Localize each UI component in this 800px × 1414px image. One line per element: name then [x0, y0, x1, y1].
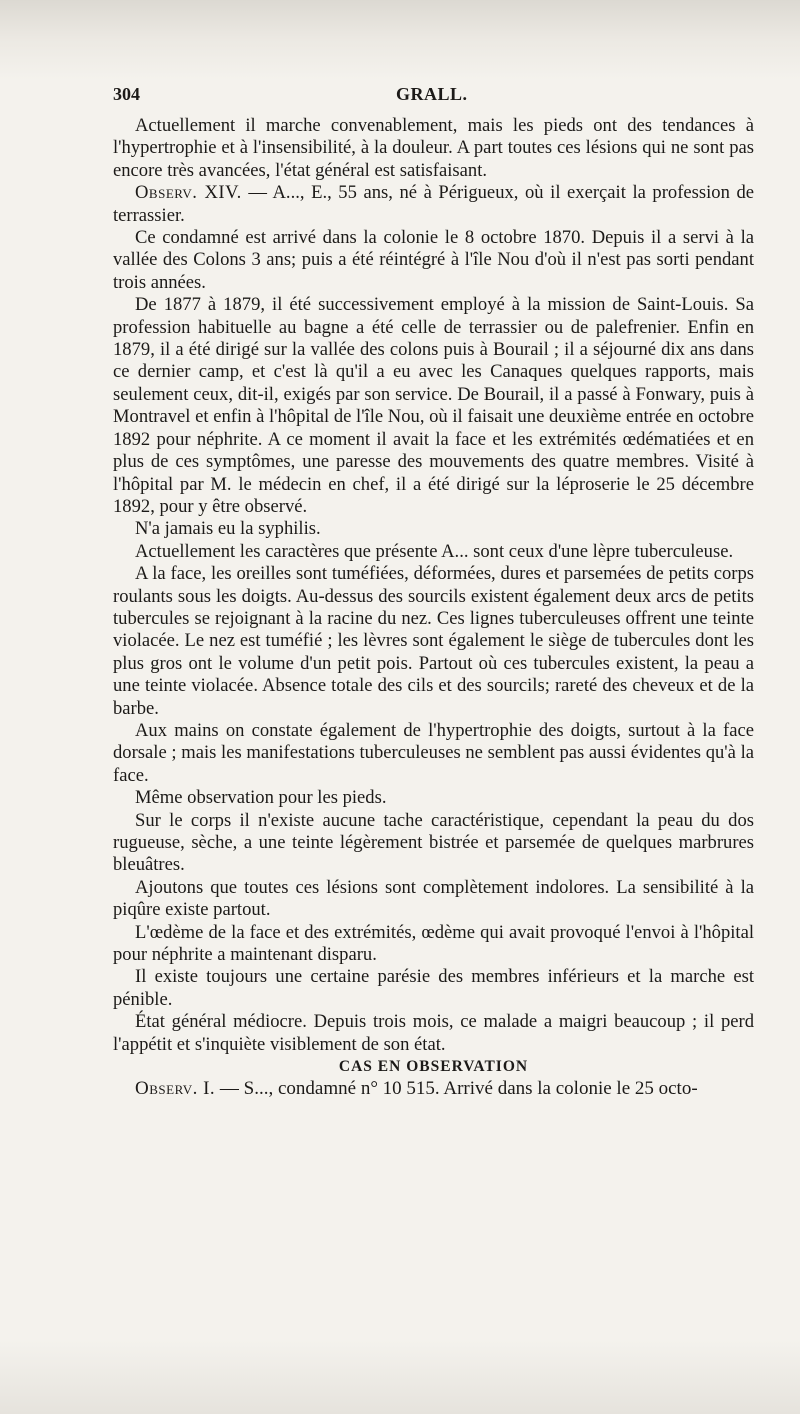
paragraph-6: A la face, les oreilles sont tuméfiées, déformées, dures et parsemées de petits corps roulants sous les doigts. Au-dessus des sourcils existent également deux arcs de petits tubercules se rejoignant à la racine du nez. Ces lignes tuberculeuses offrent une teinte violacée. Le nez est tuméfié ; les lèvres sont également le siège de tubercules dont les plus gros ont le volume d'un petit pois. Partout où ces tubercules existent, la peau a une teinte violacée. Absence totale des cils et des sourcils; rareté des cheveux et de la barbe. — [113, 563, 754, 719]
observation-i-text: — S..., condamné n° 10 515. Arrivé dans la colonie le 25 octo- — [215, 1078, 698, 1100]
paragraph-10: Ajoutons que toutes ces lésions sont complètement indolores. La sensibilité à la piqûre existe partout. — [113, 876, 754, 921]
paragraph-11: L'œdème de la face et des extrémités, œdème qui avait provoqué l'envoi à l'hôpital pour néphrite a maintenant disparu. — [113, 921, 754, 966]
paragraph-7: Aux mains on constate également de l'hypertrophie des doigts, surtout à la face dorsale ; mais les manifestations tuberculeuses ne semblent pas aussi évidentes qu'à la face. — [113, 719, 754, 786]
paragraph-4: N'a jamais eu la syphilis. — [135, 518, 321, 540]
page-header — [113, 84, 760, 110]
body-text — [113, 115, 754, 1101]
paragraph-1: Actuellement il marche convenablement, mais les pieds ont des tendances à l'hypertrophie et à l'insensibilité, à la douleur. A part toutes ces lésions qui ne sont pas encore très avancées, l'état général est satisfaisant. — [113, 115, 754, 181]
paragraph-13: État général médiocre. Depuis trois mois, ce malade a maigri beaucoup ; il perd l'appétit et s'inquiète visiblement de son état. — [113, 1011, 754, 1055]
paragraph-2: Ce condamné est arrivé dans la colonie le 8 octobre 1870. Depuis il a servi à la vallée des Colons 3 ans; puis a été réintégré à l'île Nou d'où il n'est pas sorti pendant trois années. — [113, 227, 754, 293]
observation-xiv — [113, 182, 754, 227]
page-number: 304 — [113, 84, 140, 104]
paragraph-9: Sur le corps il n'existe aucune tache caractéristique, cependant la peau du dos rugueuse, sèche, a une teinte légèrement bistrée et parsemée de quelques marbrures bleuâtres. — [113, 809, 754, 876]
observation-i-label: Observ. I. — [135, 1078, 216, 1100]
observation-xiv-label: Observ. XIV. — [135, 182, 242, 204]
observation-i — [113, 1078, 754, 1100]
paragraph-5: Actuellement les caractères que présente A... sont ceux d'une lèpre tuberculeuse. — [135, 540, 734, 562]
paragraph-8: Même observation pour les pieds. — [135, 787, 387, 809]
section-title: CAS EN OBSERVATION — [338, 1058, 529, 1076]
observation-xiv-text: — A..., E., 55 ans, né à Périgueux, où il exerçait la profession de terrassier. — [113, 182, 754, 226]
running-head: GRALL. — [396, 84, 468, 104]
paragraph-3: De 1877 à 1879, il été successivement employé à la mission de Saint-Louis. Sa profession habituelle au bagne a été celle de terrassier ou de palefrenier. Enfin en 1879, il a été dirigé sur la vallée des colons puis à Bourail ; il a séjourné dix ans dans ce dernier camp, et c'est là qu'il a eu avec les Canaques quelques rapports, mais seulement ceux, dit-il, exigés par son service. De Bourail, il a passé à Fonwary, puis à Montravel et enfin à l'hôpital de l'île Nou, où il faisait une deuxième entrée en octobre 1892 pour néphrite. A ce moment il avait la face et les extrémités œdématiées et en plus de ces symptômes, une paresse des mouvements des quatre membres. Visité à l'hôpital par M. le médecin en chef, il a été dirigé sur la léproserie le 25 décembre 1892, pour y être observé. — [113, 294, 754, 517]
paragraph-12: Il existe toujours une certaine parésie des membres inférieurs et la marche est pénible. — [113, 966, 754, 1010]
